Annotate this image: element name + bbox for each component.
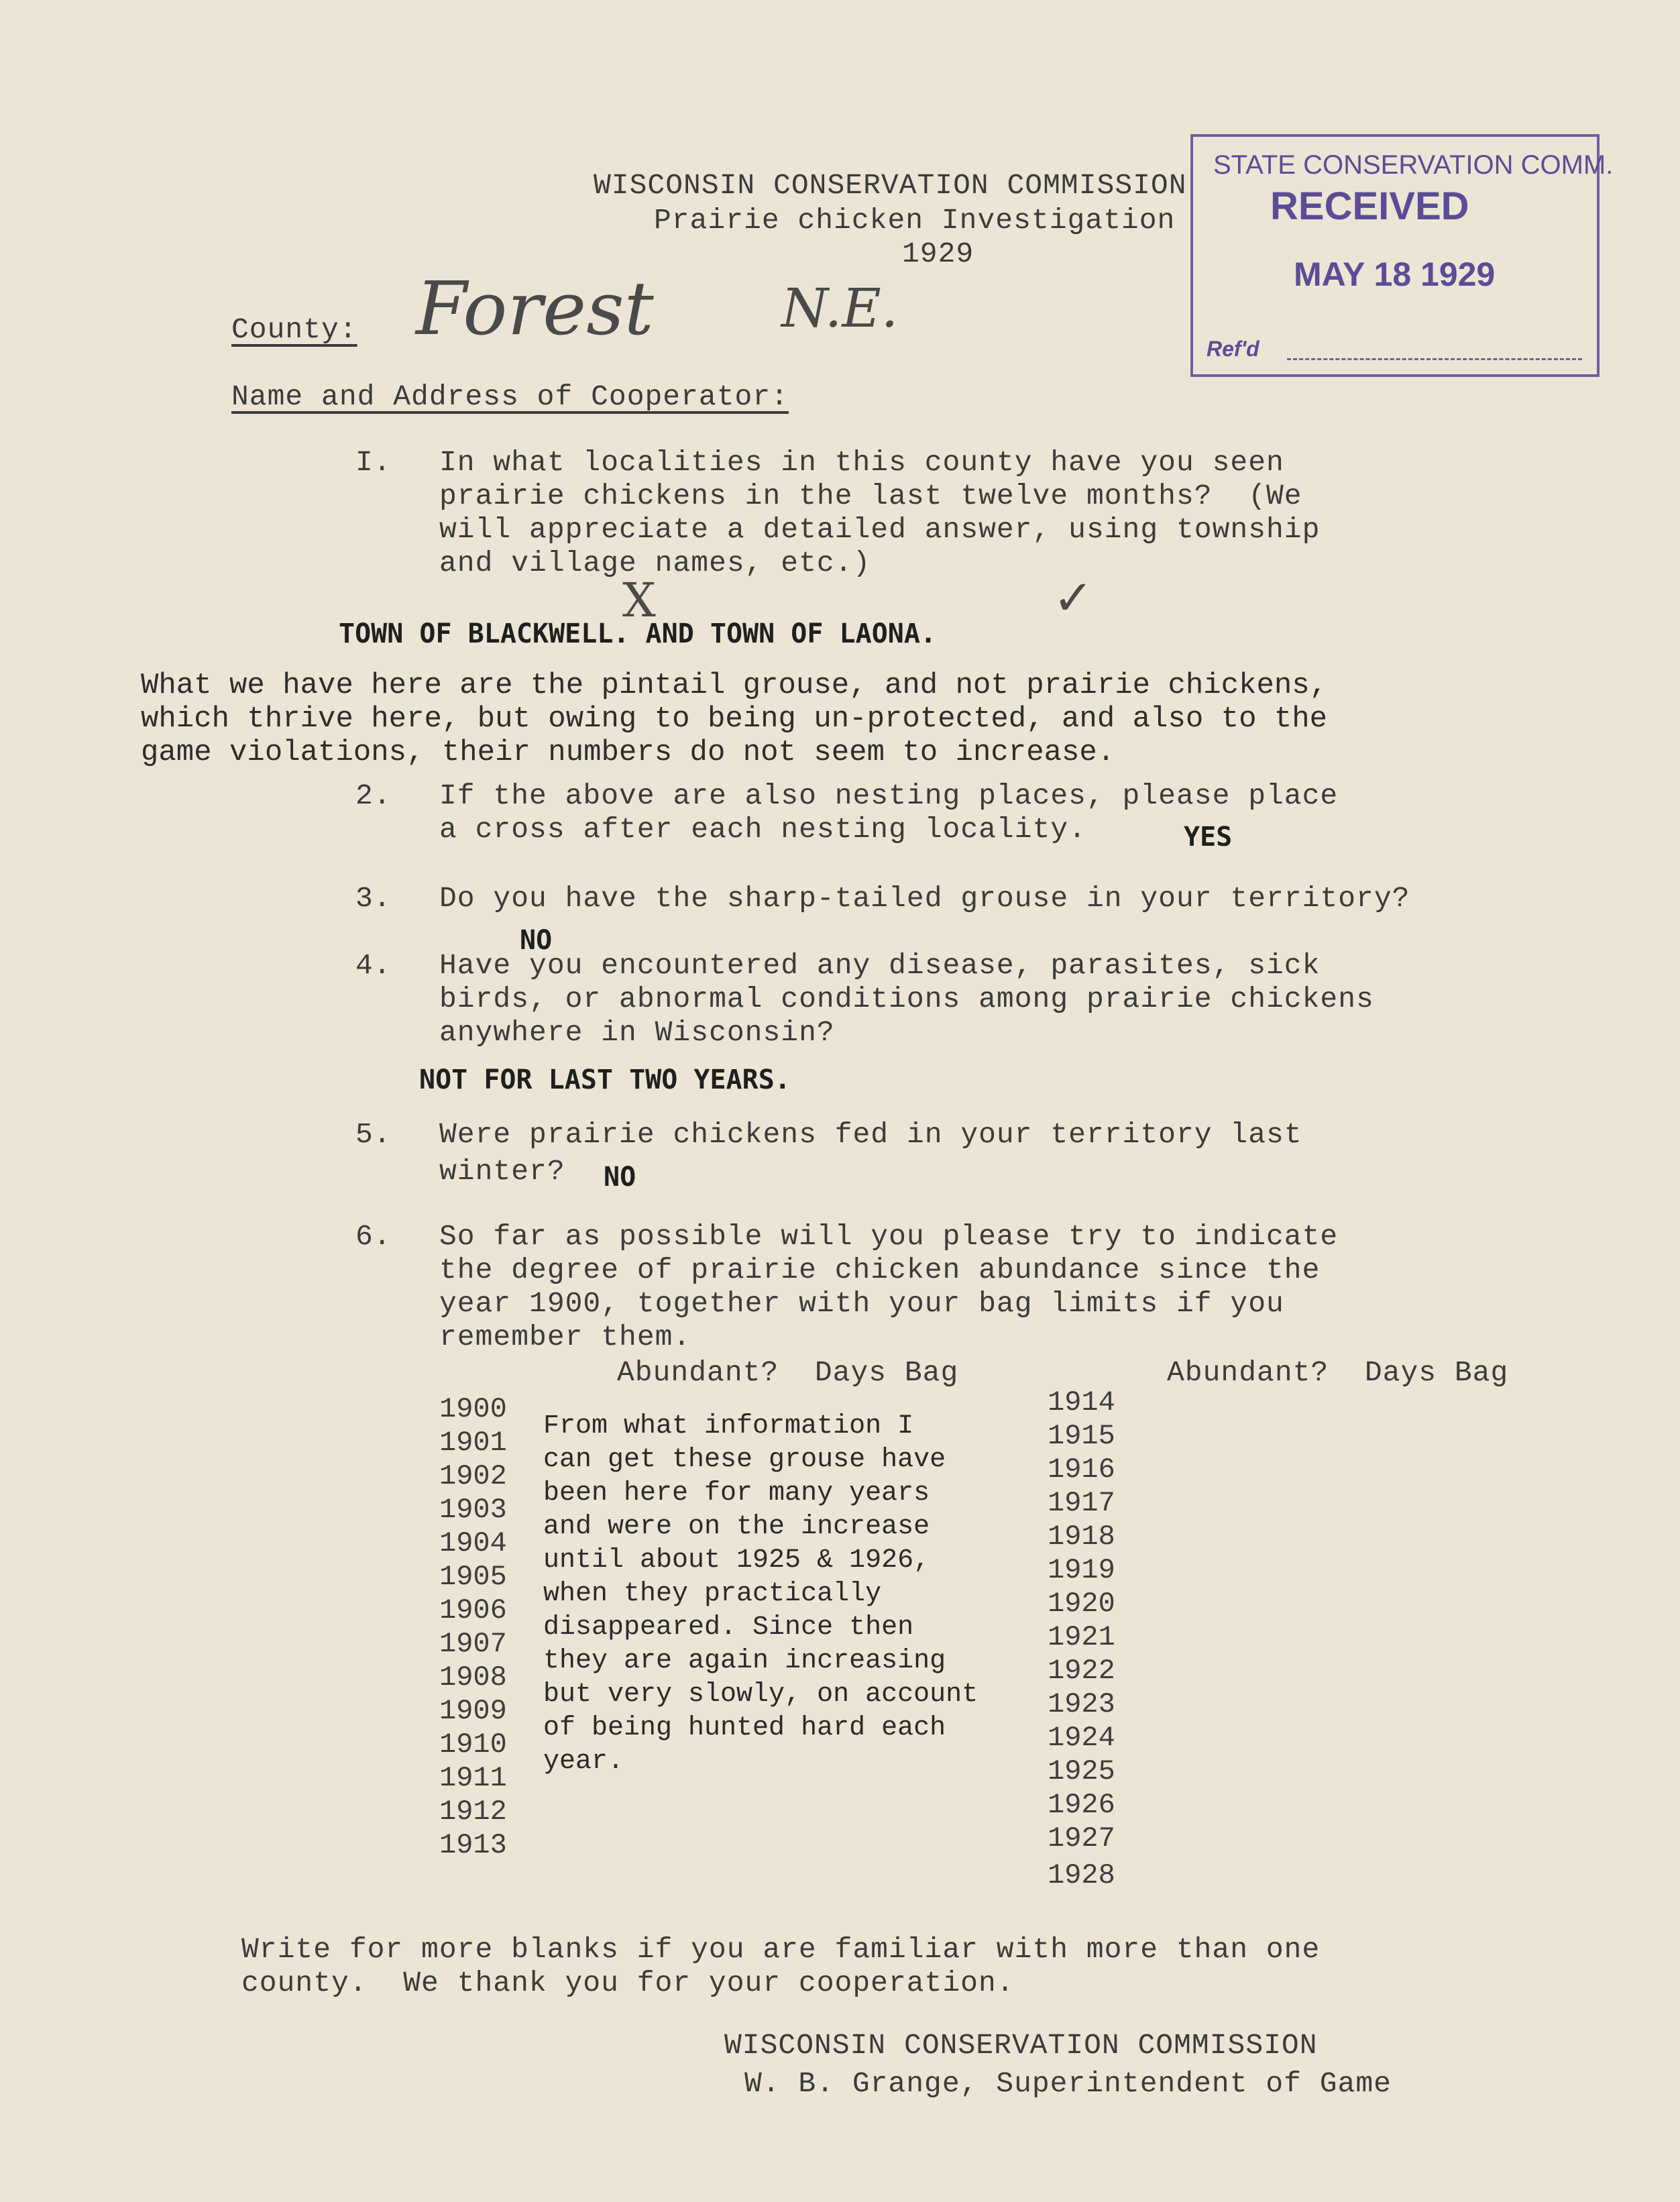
q1-line-3: will appreciate a detailed answer, using township xyxy=(439,513,1321,546)
history-answer-line-11: year. xyxy=(543,1747,624,1777)
q2-line-1: If the above are also nesting places, please place xyxy=(439,779,1339,812)
year-label: 1919 xyxy=(1048,1554,1115,1586)
answer-towns: TOWN OF BLACKWELL. AND TOWN OF LAONA. xyxy=(339,618,937,649)
year-label: 1923 xyxy=(1048,1688,1115,1720)
check-mark-laona: ✓ xyxy=(1053,569,1094,626)
signature-commission: WISCONSIN CONSERVATION COMMISSION xyxy=(724,2029,1318,2062)
year-label: 1901 xyxy=(439,1427,507,1459)
year-label: 1926 xyxy=(1048,1789,1115,1821)
q2-line-2: a cross after each nesting locality. xyxy=(439,813,1086,846)
signature-name: W. B. Grange, Superintendent of Game xyxy=(744,2067,1392,2100)
year-label: 1920 xyxy=(1048,1588,1115,1620)
year-label: 1907 xyxy=(439,1628,507,1660)
year-label: 1912 xyxy=(439,1796,507,1828)
q4-line-3: anywhere in Wisconsin? xyxy=(439,1016,835,1049)
year-label: 1925 xyxy=(1048,1755,1115,1787)
q4-number: 4. xyxy=(355,949,392,982)
year-label: 1906 xyxy=(439,1594,507,1627)
year-label: 1904 xyxy=(439,1527,507,1559)
q6-line-2: the degree of prairie chicken abundance since the xyxy=(439,1254,1321,1286)
header-commission: WISCONSIN CONSERVATION COMMISSION xyxy=(594,169,1187,202)
q3-line-1: Do you have the sharp-tailed grouse in your territory? xyxy=(439,882,1410,915)
year-label: 1927 xyxy=(1048,1822,1115,1855)
history-answer-line-2: can get these grouse have xyxy=(543,1445,946,1475)
history-answer-line-10: of being hunted hard each xyxy=(543,1713,946,1743)
q4-line-2: birds, or abnormal conditions among prairie chickens xyxy=(439,983,1374,1015)
history-answer-line-5: until about 1925 & 1926, xyxy=(543,1545,930,1576)
stamp-refd-line xyxy=(1287,358,1582,360)
table-header-right: Abundant? Days Bag xyxy=(1167,1356,1509,1389)
year-label: 1913 xyxy=(439,1829,507,1861)
year-label: 1921 xyxy=(1048,1621,1115,1653)
footer-line-2: county. We thank you for your cooperation. xyxy=(241,1967,1015,1999)
stamp-date: MAY 18 1929 xyxy=(1294,256,1496,293)
year-label: 1900 xyxy=(439,1393,507,1425)
history-answer-line-4: and were on the increase xyxy=(543,1512,930,1542)
remark-line-3: game violations, their numbers do not seem to increase. xyxy=(141,736,1115,769)
year-label: 1905 xyxy=(439,1561,507,1593)
history-answer-line-3: been here for many years xyxy=(543,1478,930,1508)
q3-answer: NO xyxy=(520,925,553,956)
cooperator-label: Name and Address of Cooperator: xyxy=(231,380,789,413)
q4-answer: NOT FOR LAST TWO YEARS. xyxy=(419,1064,791,1095)
year-label: 1903 xyxy=(439,1494,507,1526)
check-mark-blackwell: X xyxy=(622,573,656,628)
q4-line-1: Have you encountered any disease, parasites, sick xyxy=(439,949,1321,982)
header-year: 1929 xyxy=(902,237,974,270)
stamp-refd-label: Ref'd xyxy=(1207,337,1259,361)
q1-line-1: In what localities in this county have you seen xyxy=(439,446,1284,479)
q6-number: 6. xyxy=(355,1220,392,1253)
q5-number: 5. xyxy=(355,1118,392,1151)
year-label: 1916 xyxy=(1048,1453,1115,1486)
stamp-received: RECEIVED xyxy=(1270,184,1469,228)
q6-line-3: year 1900, together with your bag limits if you xyxy=(439,1287,1284,1320)
year-label: 1917 xyxy=(1048,1487,1115,1519)
q3-number: 3. xyxy=(355,882,392,915)
year-label: 1915 xyxy=(1048,1420,1115,1452)
county-handwritten: Forest xyxy=(416,266,654,351)
q2-number: 2. xyxy=(355,779,392,812)
year-label: 1924 xyxy=(1048,1722,1115,1754)
history-answer-line-7: disappeared. Since then xyxy=(543,1612,914,1643)
q5-line-1: Were prairie chickens fed in your territory last xyxy=(439,1118,1302,1151)
year-label: 1902 xyxy=(439,1460,507,1492)
remark-line-1: What we have here are the pintail grouse, and not prairie chickens, xyxy=(141,669,1328,702)
q1-number: I. xyxy=(355,446,392,479)
footer-line-1: Write for more blanks if you are familiar with more than one xyxy=(241,1933,1321,1966)
year-label: 1922 xyxy=(1048,1655,1115,1687)
q5-line-2: winter? xyxy=(439,1155,565,1188)
q6-line-4: remember them. xyxy=(439,1321,691,1354)
year-label: 1911 xyxy=(439,1762,507,1794)
q1-line-4: and village names, etc.) xyxy=(439,547,871,580)
received-stamp xyxy=(1190,134,1614,377)
stamp-agency: STATE CONSERVATION COMM. xyxy=(1213,150,1614,180)
q2-answer: YES xyxy=(1184,822,1233,852)
year-label: 1914 xyxy=(1048,1386,1115,1419)
remark-line-2: which thrive here, but owing to being un-protected, and also to the xyxy=(141,702,1328,736)
table-header-left: Abundant? Days Bag xyxy=(617,1356,959,1389)
q1-line-2: prairie chickens in the last twelve months? (We xyxy=(439,480,1302,512)
history-answer-line-8: they are again increasing xyxy=(543,1646,946,1676)
q6-line-1: So far as possible will you please try to indicate xyxy=(439,1220,1339,1253)
history-answer-line-1: From what information I xyxy=(543,1411,914,1441)
year-label: 1928 xyxy=(1048,1859,1115,1891)
year-label: 1908 xyxy=(439,1661,507,1694)
year-label: 1910 xyxy=(439,1728,507,1761)
history-answer-line-9: but very slowly, on account xyxy=(543,1680,978,1710)
year-label: 1909 xyxy=(439,1695,507,1727)
year-label: 1918 xyxy=(1048,1521,1115,1553)
county-label: County: xyxy=(231,313,357,346)
q5-answer: NO xyxy=(604,1162,636,1193)
header-investigation: Prairie chicken Investigation xyxy=(654,204,1176,237)
county-direction-handwritten: N.E. xyxy=(781,277,899,339)
history-answer-line-6: when they practically xyxy=(543,1579,882,1609)
